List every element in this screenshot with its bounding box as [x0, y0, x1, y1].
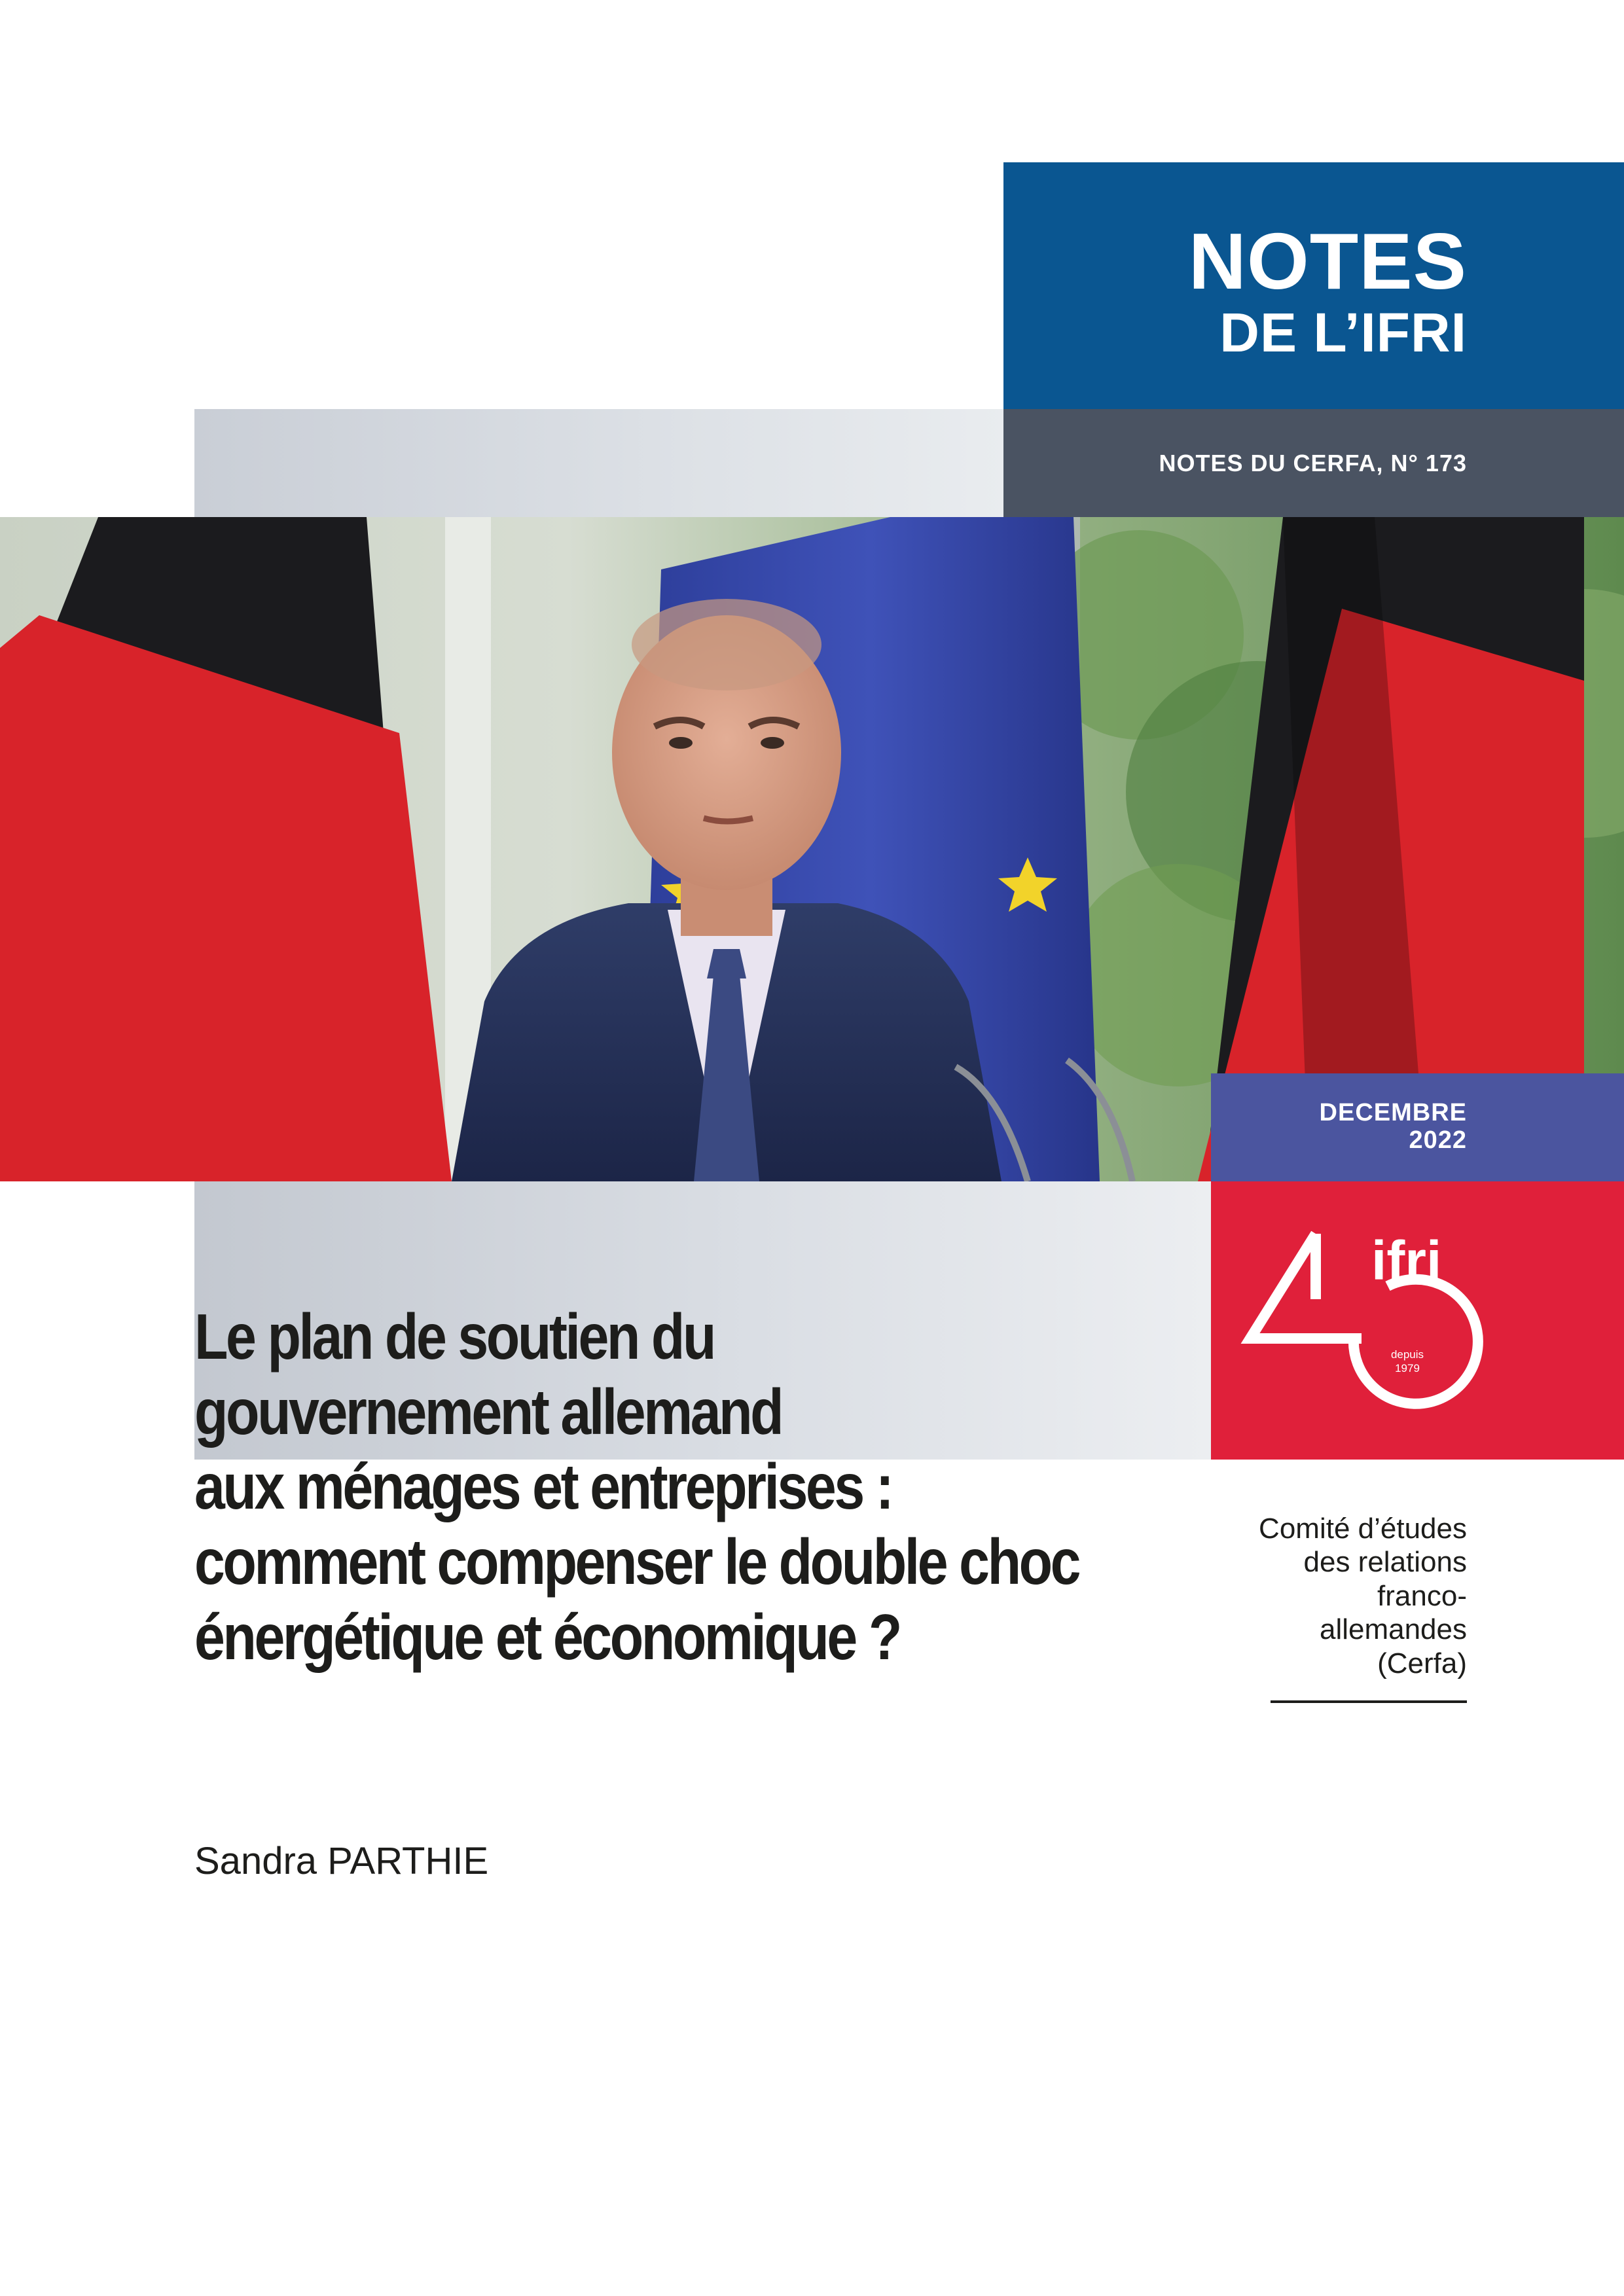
- org-line-4: allemandes: [1319, 1613, 1467, 1646]
- author-name: Sandra PARTHIE: [194, 1840, 489, 1882]
- document-title: [194, 1299, 1095, 1674]
- publication-date: [1320, 1100, 1467, 1155]
- org-line-2: des relations: [1303, 1546, 1467, 1579]
- title-line-2: gouvernement allemand: [194, 1375, 782, 1448]
- notes-ifri-header: [1003, 162, 1624, 409]
- title-line-5: énergétique et économique ?: [194, 1600, 900, 1673]
- org-line-5: (Cerfa): [1377, 1647, 1467, 1679]
- publication-title-line2: DE L’IFRI: [1219, 302, 1467, 363]
- title-line-3: aux ménages et entreprises :: [194, 1450, 892, 1523]
- org-line-3: franco-: [1377, 1579, 1467, 1612]
- title-line-4: comment compenser le double choc: [194, 1525, 1079, 1598]
- publication-title: [1188, 217, 1467, 363]
- date-year: 2022: [1409, 1126, 1467, 1154]
- logo-since-label: depuis: [1390, 1348, 1424, 1361]
- logo-since-year: 1979: [1395, 1362, 1420, 1374]
- grey-gradient-band-top: [194, 409, 1006, 517]
- ifri-40-years-logo: [1211, 1181, 1624, 1460]
- series-banner: [1003, 409, 1624, 517]
- series-label: NOTES DU CERFA, N° 173: [1159, 450, 1467, 476]
- ifri-40-logo-box: [1211, 1181, 1624, 1460]
- title-line-1: Le plan de soutien du: [194, 1300, 715, 1372]
- ifri-brand-text: ifri: [1371, 1230, 1442, 1291]
- date-banner: [1211, 1073, 1624, 1181]
- organization-divider: [1271, 1700, 1467, 1703]
- org-line-1: Comité d’études: [1259, 1513, 1467, 1545]
- date-month: DECEMBRE: [1319, 1099, 1467, 1126]
- publication-title-line1: NOTES: [1188, 217, 1467, 306]
- organization-label: [1140, 1512, 1467, 1680]
